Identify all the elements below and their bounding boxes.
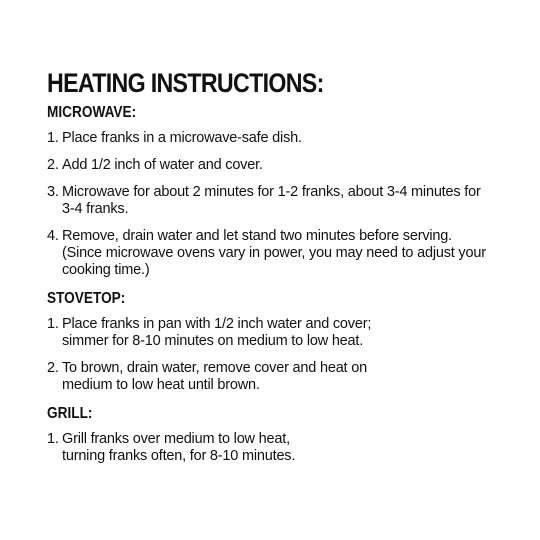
step-number: 2.: [47, 157, 59, 173]
step-number: 1.: [47, 316, 59, 332]
step-number: 2.: [47, 360, 59, 376]
step-number: 1.: [47, 130, 59, 146]
step-item: [47, 228, 517, 279]
step-number: 3.: [47, 184, 59, 200]
step-text: (Since microwave ovens vary in power, you may need to adjust your: [62, 245, 486, 261]
step-item: [47, 130, 517, 147]
step-text: Remove, drain water and let stand two minutes before serving.: [62, 228, 452, 244]
section-heading: GRILL:: [47, 405, 93, 422]
section-heading: STOVETOP:: [47, 290, 126, 307]
page-title: HEATING INSTRUCTIONS:: [47, 68, 324, 98]
step-text: Place franks in a microwave-safe dish.: [62, 130, 302, 146]
step-text: turning franks often, for 8-10 minutes.: [62, 448, 296, 464]
step-item: [47, 157, 517, 174]
section-stovetop: [47, 289, 517, 394]
step-list: [47, 130, 517, 279]
step-item: [47, 431, 517, 465]
step-item: [47, 316, 517, 350]
step-text: cooking time.): [62, 262, 150, 278]
section-microwave: [47, 103, 517, 279]
step-list: [47, 316, 517, 394]
step-number: 1.: [47, 431, 59, 447]
step-number: 4.: [47, 228, 59, 244]
step-text: Add 1/2 inch of water and cover.: [62, 157, 263, 173]
section-grill: [47, 404, 517, 465]
step-text: 3-4 franks.: [62, 201, 129, 217]
step-item: [47, 184, 517, 218]
step-text: Grill franks over medium to low heat,: [62, 431, 290, 447]
step-text: medium to low heat until brown.: [62, 377, 260, 393]
step-item: [47, 360, 517, 394]
step-text: simmer for 8-10 minutes on medium to low heat.: [62, 333, 364, 349]
step-text: Place franks in pan with 1/2 inch water and cover;: [62, 316, 372, 332]
step-list: [47, 431, 517, 465]
step-text: To brown, drain water, remove cover and heat on: [62, 360, 367, 376]
section-heading: MICROWAVE:: [47, 104, 137, 121]
step-text: Microwave for about 2 minutes for 1-2 franks, about 3-4 minutes for: [62, 184, 481, 200]
heating-instructions-panel: [47, 68, 517, 475]
